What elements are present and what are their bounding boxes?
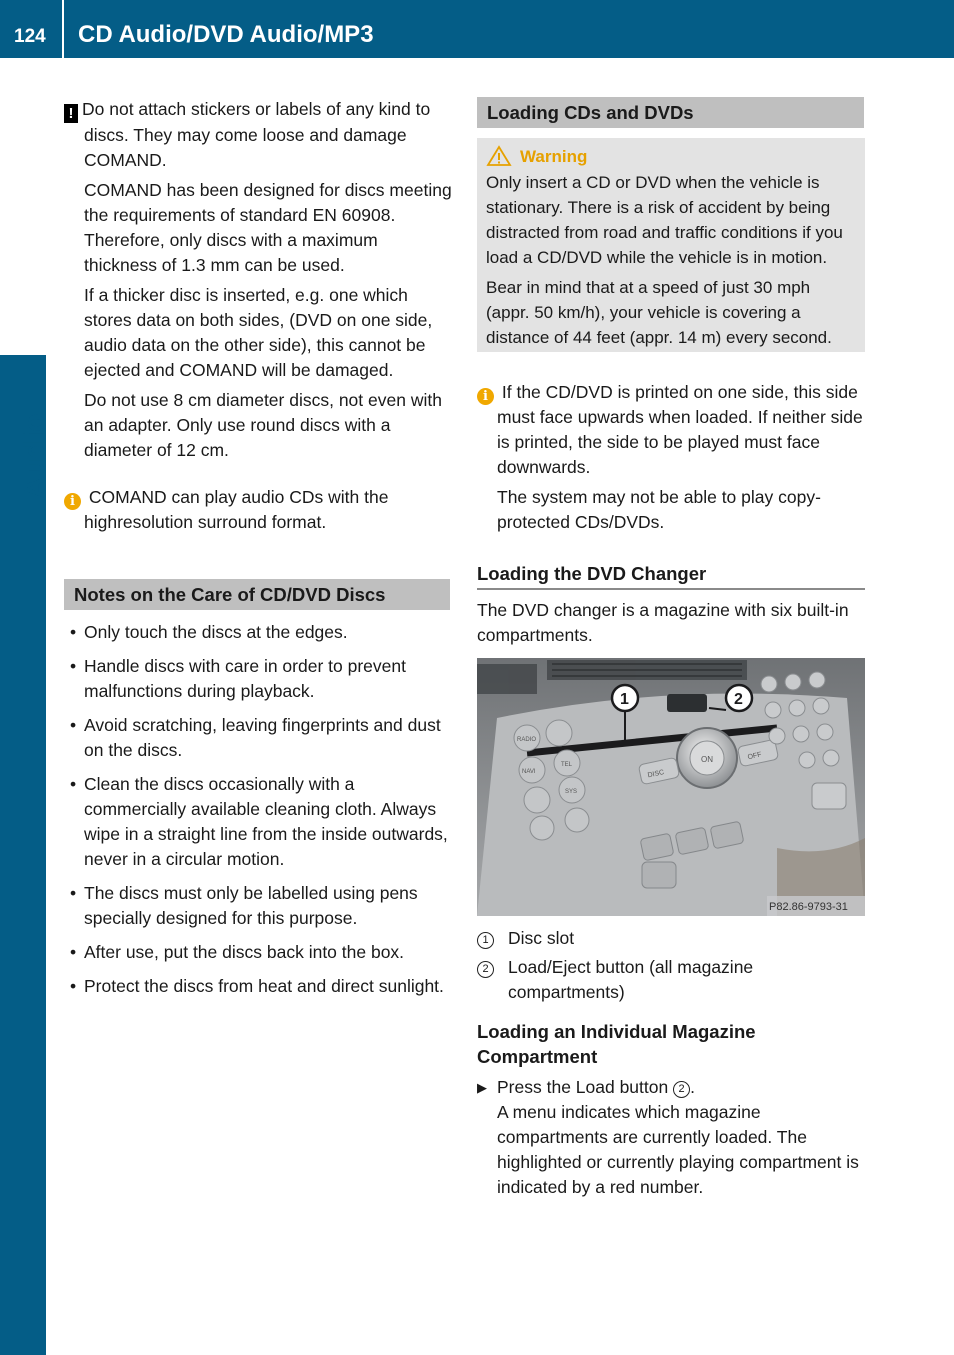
loading-heading: Loading CDs and DVDs bbox=[477, 97, 864, 128]
changer-text: The DVD changer is a magazine with six built-in compartments. bbox=[477, 600, 849, 645]
list-item: • Avoid scratching, leaving fingerprints and dust on the discs. bbox=[70, 715, 441, 760]
list-item: • Protect the discs from heat and direct sunlight. bbox=[64, 974, 454, 999]
step-text: Press the Load button 2 . bbox=[497, 1077, 695, 1097]
bullet: • bbox=[70, 883, 77, 903]
legend-item bbox=[477, 955, 865, 1005]
legend-text: Load/Eject button (all magazine compartments) bbox=[508, 957, 754, 1002]
callout-number: 2 bbox=[673, 1081, 690, 1098]
list-item: • Clean the discs occasionally with a commercially available cleaning cloth. Always wipe in a straight line from the inside outwards, never in a circular motion. bbox=[70, 774, 448, 869]
list-item: • After use, put the discs back into the box. bbox=[64, 940, 454, 965]
individual-heading: Loading an Individual Magazine Compartment bbox=[477, 1021, 756, 1067]
bullet: • bbox=[70, 976, 77, 996]
notice-paragraph: Do not use 8 cm diameter discs, not even with an adapter. Only use round discs with a diameter of 12 cm. bbox=[84, 390, 442, 460]
warning-label: Warning bbox=[520, 146, 588, 166]
warning-title bbox=[486, 142, 856, 170]
legend-text: Disc slot bbox=[508, 928, 575, 948]
right-column bbox=[477, 97, 865, 1200]
bullet: • bbox=[70, 942, 77, 962]
bullet: • bbox=[70, 622, 77, 642]
radio-button-label: RADIO bbox=[517, 737, 537, 743]
info-icon: i bbox=[477, 388, 494, 405]
legend-item bbox=[477, 926, 865, 951]
info-icon: i bbox=[64, 493, 81, 510]
notice-paragraph: ! Do not attach stickers or labels of any kind to discs. They may come loose and damage COMAND. bbox=[64, 97, 454, 173]
off-button-label: OFF bbox=[747, 751, 763, 762]
page-number: 124 bbox=[14, 26, 46, 47]
callout-number: 2 bbox=[477, 961, 494, 978]
on-button-label: ON bbox=[701, 755, 713, 764]
list-item: • Only touch the discs at the edges. bbox=[64, 620, 454, 645]
bullet: • bbox=[70, 774, 77, 794]
sys-button-label: SYS bbox=[565, 789, 578, 795]
bullet: • bbox=[70, 656, 77, 676]
warning-paragraph: Only insert a CD or DVD when the vehicle is stationary. There is a risk of accident by being distracted from road and traffic conditions if you load a CD/DVD while the vehicle is in motion. bbox=[486, 173, 843, 267]
warning-box bbox=[477, 138, 865, 352]
callout-number: 1 bbox=[477, 932, 494, 949]
page-title: CD Audio/DVD Audio/MP3 bbox=[78, 21, 374, 48]
notice-paragraph: COMAND has been designed for discs meeting the requirements of standard EN 60908. Therefore, only discs with a maximum thickness of 1.3 mm can be used. bbox=[84, 180, 452, 275]
warning-paragraph: Bear in mind that at a speed of just 30 mph (appr. 50 km/h), your vehicle is covering a distance of 44 feet (appr. 14 m) every second. bbox=[486, 278, 832, 347]
care-heading: Notes on the Care of CD/DVD Discs bbox=[64, 579, 450, 610]
changer-heading: Loading the DVD Changer bbox=[477, 561, 865, 590]
info-paragraph: i COMAND can play audio CDs with the highresolution surround format. bbox=[64, 485, 454, 535]
side-tab-label: Audio bbox=[18, 413, 51, 499]
photo-code: P82.86-9793-31 bbox=[769, 901, 848, 913]
notice-paragraph: If a thicker disc is inserted, e.g. one which stores data on both sides, (DVD on one side, audio data on the other side), this cannot be ejected and COMAND will be damaged. bbox=[84, 285, 433, 380]
step-arrow-icon: ▶ bbox=[477, 1080, 487, 1095]
care-list bbox=[64, 620, 454, 999]
disc-button-label: DISC bbox=[647, 769, 665, 780]
tel-button-label: TEL bbox=[561, 762, 573, 768]
list-item: • The discs must only be labelled using pens specially designed for this purpose. bbox=[70, 883, 418, 928]
bullet: • bbox=[70, 715, 77, 735]
list-item: • Handle discs with care in order to prevent malfunctions during playback. bbox=[70, 656, 406, 701]
page-header bbox=[0, 0, 954, 58]
notice-mark-icon: ! bbox=[64, 104, 78, 123]
dvd-changer-photo bbox=[477, 658, 865, 916]
warning-triangle-icon bbox=[486, 145, 512, 167]
callout-2-label: 2 bbox=[734, 691, 743, 708]
console-illustration bbox=[477, 658, 865, 916]
header-divider bbox=[62, 0, 64, 58]
info-paragraph: The system may not be able to play copy-protected CDs/DVDs. bbox=[497, 487, 821, 532]
step-item bbox=[477, 1075, 865, 1200]
info-paragraph: i If the CD/DVD is printed on one side, this side must face upwards when loaded. If neither side is printed, the side to be played must face downwards. bbox=[477, 380, 865, 480]
callout-1-label: 1 bbox=[620, 691, 629, 708]
navi-button-label: NAVI bbox=[522, 769, 536, 775]
left-column bbox=[64, 97, 454, 1008]
step-result: A menu indicates which magazine compartments are currently loaded. The highlighted or currently playing compartment is indicated by a red number. bbox=[497, 1102, 859, 1197]
